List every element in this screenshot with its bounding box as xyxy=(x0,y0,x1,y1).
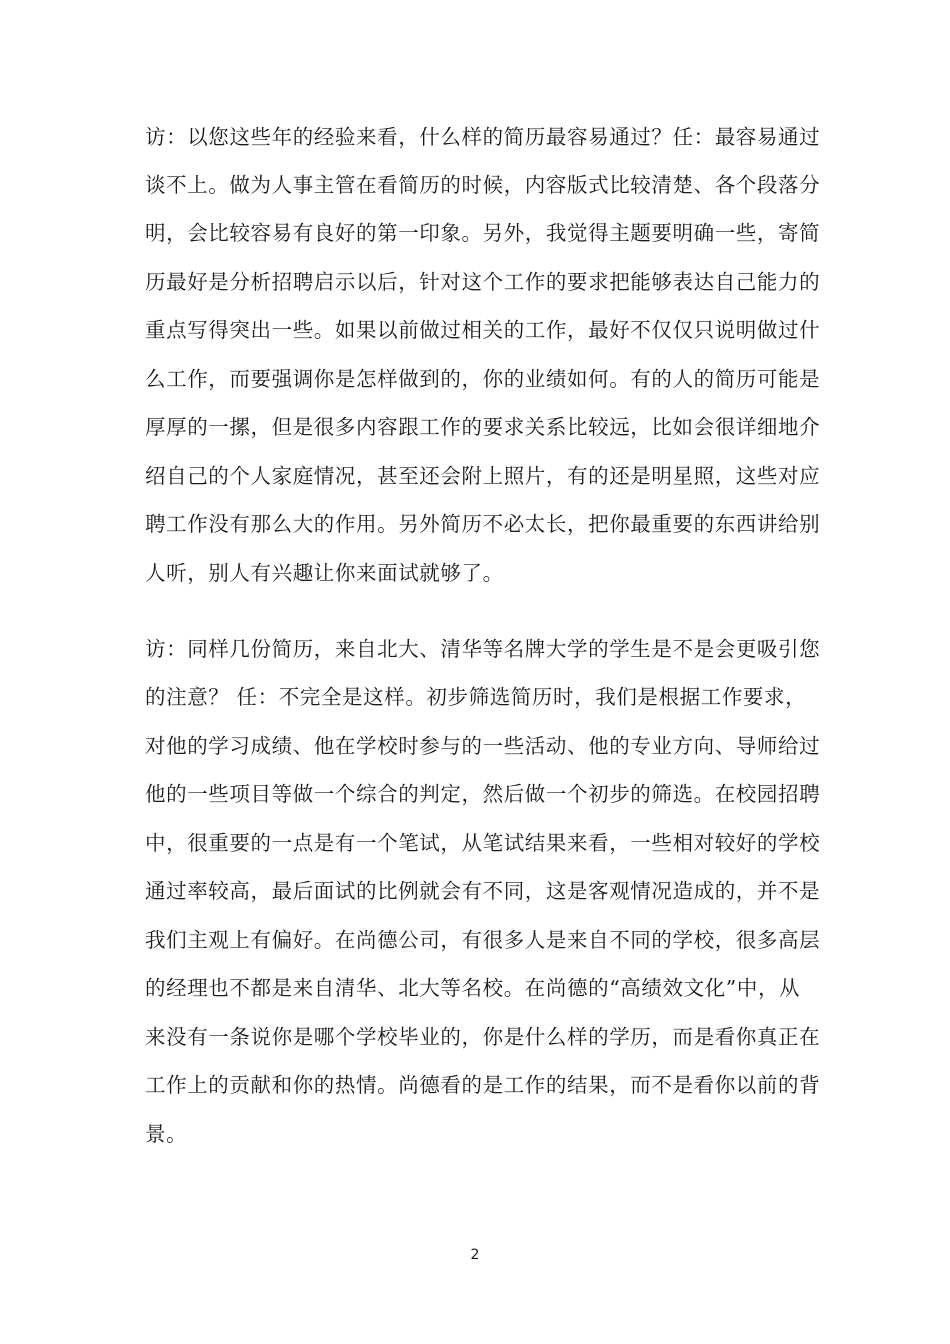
text-line: 来没有一条说你是哪个学校毕业的，你是什么样的学历，而是看你真正在 xyxy=(145,1025,821,1049)
text-line: 的经理也不都是来自清华、北大等名校。在尚德的“高绩效文化”中，从 xyxy=(145,976,801,1000)
text-line: 我们主观上有偏好。在尚德公司，有很多人是来自不同的学校，很多高层 xyxy=(145,928,821,952)
text-line: 历最好是分析招聘启示以后，针对这个工作的要求把能够表达自己能力的 xyxy=(145,270,821,294)
text-line: 重点写得突出一些。如果以前做过相关的工作，最好不仅仅只说明做过什 xyxy=(145,318,821,342)
text-line: 工作上的贡献和你的热情。尚德看的是工作的结果，而不是看你以前的背 xyxy=(145,1073,821,1097)
text-line: 人听，别人有兴趣让你来面试就够了。 xyxy=(145,561,504,585)
text-line: 访：以您这些年的经验来看，什么样的简历最容易通过？任：最容易通过 xyxy=(145,125,821,149)
page-number: 2 xyxy=(470,1247,480,1263)
text-line: 他的一些项目等做一个综合的判定，然后做一个初步的筛选。在校园招聘 xyxy=(145,782,821,806)
text-line: 聘工作没有那么大的作用。另外简历不必太长，把你最重要的东西讲给别 xyxy=(145,512,821,536)
text-line: 谈不上。做为人事主管在看简历的时候，内容版式比较清楚、各个段落分 xyxy=(145,173,821,197)
text-line: 么工作，而要强调你是怎样做到的，你的业绩如何。有的人的简历可能是 xyxy=(145,367,821,391)
text-line: 访：同样几份简历，来自北大、清华等名牌大学的学生是不是会更吸引您 xyxy=(145,637,821,661)
text-line: 明，会比较容易有良好的第一印象。另外，我觉得主题要明确一些，寄简 xyxy=(145,221,821,245)
text-line: 通过率较高，最后面试的比例就会有不同，这是客观情况造成的，并不是 xyxy=(145,879,821,903)
text-line: 中，很重要的一点是有一个笔试，从笔试结果来看，一些相对较好的学校 xyxy=(145,831,821,855)
text-line: 对他的学习成绩、他在学校时参与的一些活动、他的专业方向、导师给过 xyxy=(145,734,821,758)
text-line: 的注意？ 任：不完全是这样。初步筛选简历时，我们是根据工作要求， xyxy=(145,685,807,709)
text-line: 景。 xyxy=(145,1122,188,1146)
text-line: 厚厚的一摞，但是很多内容跟工作的要求关系比较远，比如会很详细地介 xyxy=(145,415,821,439)
text-line: 绍自己的个人家庭情况，甚至还会附上照片，有的还是明星照，这些对应 xyxy=(145,464,821,488)
